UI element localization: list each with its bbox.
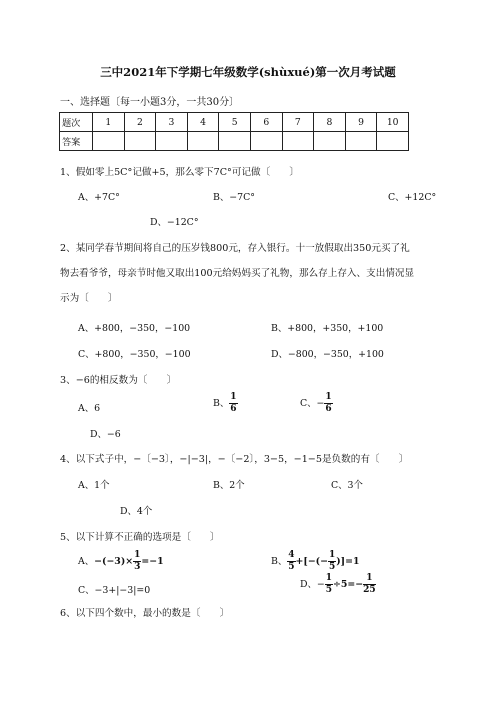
answer-cell[interactable] [345, 132, 377, 151]
question-number: 6 [250, 113, 282, 132]
question-number: 7 [282, 113, 314, 132]
question-2-line-1: 2、某同学春节期间将自己的压岁钱800元，存入银行。十一放假取出350元买了礼 [60, 243, 410, 254]
numerator: 4 [288, 550, 295, 560]
question-6-stem: 6、以下四个数中，最小的数是〔 〕 [60, 608, 230, 619]
row-header: 题次 [60, 113, 93, 132]
table-row [60, 113, 409, 132]
fraction [324, 393, 332, 414]
question-2-line-2: 物去看爷爷，母亲节时他又取出100元给妈妈买了礼物，那么存上存入、支出情况显 [60, 268, 415, 279]
answer-cell[interactable] [314, 132, 346, 151]
expression: −(−3)× [94, 556, 134, 567]
fraction [325, 574, 333, 595]
question-5-stem: 5、以下计算不正确的选项是〔 〕 [60, 532, 220, 543]
q5-option-a-label: A、 [78, 556, 95, 567]
answer-cell[interactable] [187, 132, 219, 151]
numerator: 1 [328, 550, 336, 560]
answer-cell[interactable] [156, 132, 188, 151]
question-3-stem: 3、−6的相反数为〔 〕 [60, 375, 177, 386]
q2-option-c: C、+800，−350，−100 [78, 349, 191, 360]
question-number: 1 [93, 113, 125, 132]
fraction [363, 574, 376, 595]
fraction [287, 551, 295, 572]
answer-cell[interactable] [250, 132, 282, 151]
question-number: 5 [219, 113, 251, 132]
numerator: 1 [325, 392, 332, 402]
q3-option-b [213, 393, 238, 414]
row-header: 答案 [60, 132, 93, 151]
answer-cell[interactable] [377, 132, 409, 151]
q3-option-c [300, 393, 333, 414]
numerator: 1 [230, 392, 237, 402]
question-number: 10 [377, 113, 409, 132]
denominator: 5 [288, 562, 295, 572]
question-number: 2 [124, 113, 156, 132]
answer-cell[interactable] [93, 132, 125, 151]
q3-option-c-label: C、− [300, 398, 325, 409]
q4-option-b: B、2个 [213, 480, 245, 491]
q1-option-a: A、+7C° [78, 192, 120, 203]
denominator: 5 [325, 585, 333, 595]
page-title: 三中2021年下学期七年级数学(shùxué)第一次月考试题 [100, 65, 396, 79]
q2-option-d: D、−800，−350，+100 [271, 349, 384, 360]
question-number: 3 [156, 113, 188, 132]
question-number: 9 [345, 113, 377, 132]
expression: ÷5=− [333, 579, 364, 590]
answer-table [59, 112, 409, 151]
answer-cell[interactable] [219, 132, 251, 151]
q5-option-d [300, 574, 376, 595]
numerator: 1 [325, 573, 333, 583]
q2-option-b: B、+800，+350，+100 [271, 323, 384, 334]
fraction [229, 393, 237, 414]
q5-option-d-label: D、− [300, 579, 325, 590]
question-number: 4 [187, 113, 219, 132]
denominator: 25 [363, 585, 376, 595]
numerator: 1 [134, 550, 141, 560]
q5-option-b-label: B、 [271, 556, 288, 567]
answer-cell[interactable] [282, 132, 314, 151]
q5-option-b [271, 551, 359, 572]
section-heading: 一、选择题〔每一小题3分，一共30分〕 [60, 97, 240, 108]
question-1-stem: 1、假如零上5C°记做+5，那么零下7C°可记做〔 〕 [60, 167, 300, 178]
q5-option-a [78, 551, 164, 572]
q4-option-a: A、1个 [78, 480, 110, 491]
q4-option-c: C、3个 [331, 480, 363, 491]
q5-option-c: C、−3+|−3|=0 [78, 585, 151, 596]
question-number: 8 [314, 113, 346, 132]
fraction [328, 551, 336, 572]
q4-option-d: D、4个 [120, 506, 153, 517]
denominator: 3 [134, 562, 141, 572]
q1-option-c: C、+12C° [388, 192, 437, 203]
q3-option-a: A、6 [78, 403, 101, 414]
expression: =−1 [141, 556, 164, 567]
q3-option-b-label: B、 [213, 398, 230, 409]
numerator: 1 [363, 574, 376, 585]
denominator: 6 [230, 404, 237, 414]
expression: +[−(− [295, 556, 328, 567]
table-row [60, 132, 409, 151]
q1-option-d: D、−12C° [150, 217, 199, 228]
answer-cell[interactable] [124, 132, 156, 151]
denominator: 5 [328, 562, 336, 572]
question-2-line-3: 示为〔 〕 [60, 293, 118, 304]
question-4-stem: 4、以下式子中，−〔−3〕，−|−3|，−〔−2〕，3−5，−1−5是负数的有〔 〕 [60, 454, 409, 465]
q2-option-a: A、+800，−350，−100 [78, 323, 191, 334]
expression: )]=1 [336, 556, 360, 567]
q3-option-d: D、−6 [90, 429, 121, 440]
q1-option-b: B、−7C° [213, 192, 255, 203]
denominator: 6 [325, 404, 332, 414]
